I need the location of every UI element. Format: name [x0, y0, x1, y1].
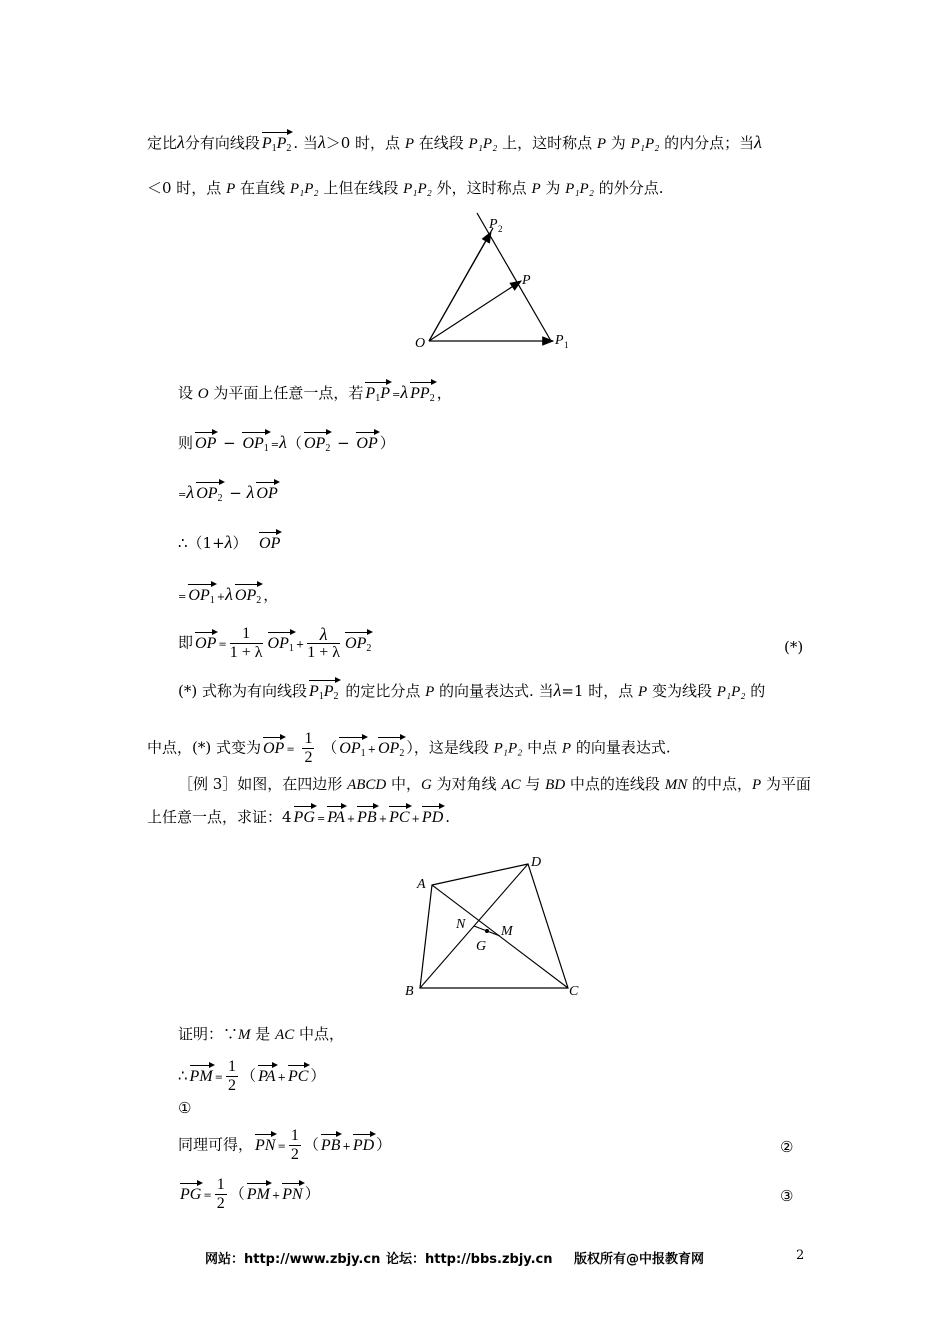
- text: P: [531, 181, 541, 197]
- label-c: C: [569, 984, 579, 999]
- lambda-symbol: λ: [553, 680, 562, 700]
- label-n: N: [456, 917, 466, 932]
- figure-quadrilateral: [400, 850, 590, 1005]
- vector-op: OP: [195, 630, 216, 652]
- vector-op: OP: [195, 430, 216, 452]
- paren: ）: [304, 1184, 320, 1203]
- fraction-one-half: $\frac{1}{2}$: [290, 1127, 299, 1163]
- text: 的外分点.: [593, 179, 664, 197]
- fraction-one-half: $\frac{1}{2}$: [216, 1176, 225, 1212]
- proof-line4: [178, 1127, 391, 1164]
- vector-pm: PM: [190, 1063, 213, 1085]
- footer-copyright: 版权所有@中报教育网: [574, 1252, 705, 1267]
- figure-vector-triangle: [405, 208, 585, 358]
- example3-line2: [147, 804, 450, 830]
- text: AC: [501, 777, 521, 793]
- fraction-1-over-1-plus-lambda: $\frac{1}{1 + \lambda}$: [229, 625, 263, 661]
- vector-pd: PD: [422, 804, 443, 826]
- vector-op1: $OP_1$: [188, 582, 214, 609]
- proof-mark-1: ①: [178, 1099, 192, 1117]
- vector-pa: PA: [258, 1063, 275, 1085]
- vector-pp2: $PP_2$: [410, 380, 435, 407]
- equation-mark-star: (*): [784, 638, 804, 656]
- text: ，: [263, 586, 279, 604]
- text: 则: [178, 434, 194, 452]
- vector-o-p: [429, 281, 521, 341]
- vector-pb: PB: [321, 1132, 341, 1154]
- plus: +: [216, 592, 226, 603]
- proof-line2: [178, 1058, 325, 1095]
- text: 分有向线段: [184, 134, 260, 152]
- text: P: [751, 777, 762, 793]
- equals: =: [270, 440, 280, 451]
- lambda-symbol: λ: [186, 482, 195, 502]
- text: 中点，: [294, 1025, 345, 1043]
- lambda-symbol: λ: [317, 132, 326, 152]
- text: ），这是线段: [406, 738, 494, 757]
- fraction-one-half: $\frac{1}{2}$: [304, 730, 313, 766]
- page-number: 2: [796, 1248, 805, 1263]
- text: ＞0 时，点: [325, 134, 405, 152]
- text: 的: [745, 682, 766, 700]
- text: BD: [545, 777, 566, 793]
- paren: （: [241, 1066, 257, 1085]
- plus: +: [378, 814, 388, 825]
- text: O: [197, 386, 209, 402]
- para2-line2: [147, 730, 671, 767]
- text: 中点的连线段: [565, 775, 665, 793]
- vector-pg: PG: [180, 1181, 201, 1203]
- derivation-line3: [178, 480, 280, 507]
- text: 中点，(*) 式变为: [147, 738, 261, 757]
- paren: （: [229, 1184, 245, 1203]
- text: 的定比分点: [340, 682, 426, 700]
- text: P₁P₂: [565, 181, 594, 197]
- text: 的内分点；当: [659, 134, 755, 152]
- equals: =: [178, 592, 187, 603]
- text: 外，这时称点: [431, 179, 532, 197]
- proof-line5: [178, 1176, 320, 1213]
- text: 在线段: [414, 134, 469, 152]
- equals: =: [277, 1141, 286, 1153]
- vector-op2: $OP_2$: [378, 735, 404, 762]
- text: P: [638, 684, 648, 700]
- para1-line1: [147, 130, 762, 157]
- text: G: [421, 777, 432, 793]
- label-g: G: [476, 939, 487, 954]
- text: 为平面上任意一点，若: [208, 384, 364, 402]
- text: 为平面: [761, 775, 811, 793]
- text: 上任意一点，求证：4: [147, 808, 292, 826]
- vector-p1p2: $P_1P_2$: [262, 130, 292, 157]
- text: 上但在线段: [318, 179, 404, 197]
- text: 上，这时称点: [497, 134, 597, 152]
- text: P₁P₂: [716, 684, 746, 700]
- equals: =: [178, 490, 187, 501]
- equals: =: [316, 814, 326, 825]
- text: 为: [540, 179, 566, 197]
- text: 的向量表达式.: [571, 738, 671, 757]
- label-p1-sub: 1: [564, 340, 569, 350]
- text: 是: [250, 1025, 276, 1043]
- minus: −: [332, 434, 355, 452]
- footer-forum[interactable]: 论坛：http://bbs.zbjy.cn: [386, 1252, 553, 1267]
- text: P₁P₂: [289, 181, 319, 197]
- derivation-line5: [178, 582, 278, 609]
- label-p2: P: [489, 217, 498, 232]
- vector-op: OP: [256, 480, 277, 502]
- vector-pm: PM: [247, 1181, 270, 1203]
- text: 即: [178, 633, 194, 652]
- text: ABCD: [347, 777, 387, 793]
- text: AC: [275, 1027, 295, 1043]
- footer-website[interactable]: 网站：http://www.zbjy.cn: [205, 1252, 381, 1267]
- text: 同理可得，: [178, 1135, 254, 1154]
- label-p: P: [522, 273, 531, 288]
- lambda-symbol: λ: [400, 382, 409, 402]
- text: M: [238, 1027, 251, 1043]
- point-g: [485, 929, 489, 933]
- quadrilateral-abcd: [420, 864, 568, 988]
- vector-op2: $OP_2$: [304, 430, 330, 457]
- text: 证明：∵: [178, 1025, 239, 1043]
- text: 在直线: [235, 179, 290, 197]
- label-p1: P: [555, 333, 564, 348]
- vector-op1: $OP_1$: [339, 735, 365, 762]
- text: ［例 3］如图，在四边形: [178, 775, 348, 793]
- vector-p1p: $P_1P$: [365, 380, 390, 407]
- vector-o-p2: [429, 232, 491, 341]
- vector-pa: PA: [327, 804, 344, 826]
- text: ＜0 时，点: [147, 179, 227, 197]
- text: 的向量表达式. 当: [434, 682, 554, 700]
- label-a: A: [417, 877, 426, 892]
- text: .: [445, 808, 451, 826]
- lambda-symbol: λ: [224, 532, 233, 552]
- proof-mark-2: ②: [780, 1138, 794, 1156]
- proof-line1: [178, 1024, 344, 1045]
- vector-op2: $OP_2$: [235, 582, 261, 609]
- plus: +: [367, 744, 376, 756]
- text: 中点: [522, 738, 562, 757]
- label-o: O: [415, 336, 426, 351]
- vector-pd: PD: [353, 1132, 374, 1154]
- vector-pc: PC: [389, 804, 409, 826]
- text: ，: [436, 384, 452, 402]
- label-p2-sub: 2: [498, 224, 503, 234]
- text: P₁P₂: [468, 136, 498, 152]
- fraction-lambda-over-1-plus-lambda: $\frac{\lambda}{1 + \lambda}$: [307, 624, 341, 661]
- equals: =: [214, 1072, 224, 1084]
- text: 与: [520, 775, 546, 793]
- derivation-line2: [178, 430, 395, 457]
- vector-op: OP: [259, 530, 280, 552]
- plus: +: [411, 814, 420, 825]
- text: 设: [178, 384, 198, 402]
- vector-op1: $OP_1$: [242, 430, 268, 457]
- text: P₁P₂: [493, 740, 523, 757]
- text: P: [561, 740, 572, 757]
- text: 为对角线: [431, 775, 502, 793]
- vector-pn: PN: [282, 1181, 302, 1203]
- text: P₁P₂: [403, 181, 432, 197]
- plus: +: [277, 1072, 286, 1084]
- paren: ）: [310, 1066, 326, 1085]
- paren: ）: [376, 1135, 392, 1154]
- text: MN: [664, 777, 688, 793]
- derivation-line6: [178, 625, 373, 662]
- lambda-symbol: λ: [279, 432, 287, 452]
- vector-op: OP: [263, 735, 284, 757]
- text: 定比: [147, 134, 178, 152]
- text: P: [425, 684, 435, 700]
- vector-op1: $OP_1$: [268, 630, 294, 657]
- vector-pg: PG: [294, 804, 315, 826]
- derivation-line1: [178, 380, 452, 407]
- text: =1 时，点: [561, 682, 639, 700]
- vector-pb: PB: [357, 804, 377, 826]
- text: 的中点，: [687, 775, 752, 793]
- paren: （: [322, 738, 338, 757]
- text: 变为线段: [647, 682, 717, 700]
- plus: +: [342, 1141, 351, 1153]
- lambda-symbol: λ: [225, 584, 233, 604]
- paren: （: [303, 1135, 319, 1154]
- text: . 当: [293, 134, 318, 152]
- text: 中，: [386, 775, 422, 793]
- minus: −: [218, 434, 241, 452]
- text: P₁P₂: [630, 136, 660, 152]
- paren: （: [286, 434, 302, 452]
- equals: =: [286, 744, 295, 756]
- vector-pc: PC: [288, 1063, 308, 1085]
- vector-pn: PN: [255, 1132, 275, 1154]
- plus: +: [346, 814, 356, 825]
- proof-mark-3: ③: [780, 1187, 794, 1205]
- vector-p1p2: $P_1P_2$: [309, 678, 339, 705]
- equals: =: [218, 639, 227, 651]
- text: P: [596, 136, 607, 152]
- vector-op: OP: [356, 430, 377, 452]
- equals: =: [391, 390, 401, 401]
- label-b: B: [405, 984, 414, 999]
- text: ∴: [178, 1066, 188, 1085]
- plus: +: [295, 639, 305, 651]
- lambda-symbol: λ: [754, 132, 762, 152]
- vector-op2: $OP_2$: [345, 630, 371, 657]
- paren: ）: [379, 434, 395, 452]
- equals: =: [203, 1190, 212, 1202]
- text: (*) 式称为有向线段: [178, 682, 307, 700]
- text: 为: [606, 134, 631, 152]
- line-p1-p2: [477, 213, 551, 341]
- lambda-symbol: λ: [177, 132, 185, 152]
- para2-line1: [178, 678, 765, 705]
- plus: +: [271, 1190, 281, 1202]
- label-d: D: [531, 855, 542, 870]
- example3-line1: [178, 774, 811, 795]
- minus: −: [224, 484, 247, 502]
- text: ）: [232, 534, 248, 552]
- lambda-symbol: λ: [246, 482, 255, 502]
- vector-op2: $OP_2$: [196, 480, 222, 507]
- diagonal-ac: [432, 885, 568, 988]
- text: P: [226, 181, 236, 197]
- text: P: [404, 136, 414, 152]
- derivation-line4: [178, 530, 282, 553]
- para1-line2: [147, 178, 663, 199]
- fraction-one-half: $\frac{1}{2}$: [228, 1058, 237, 1094]
- label-m: M: [501, 924, 513, 939]
- text: ∴（1+: [178, 534, 225, 552]
